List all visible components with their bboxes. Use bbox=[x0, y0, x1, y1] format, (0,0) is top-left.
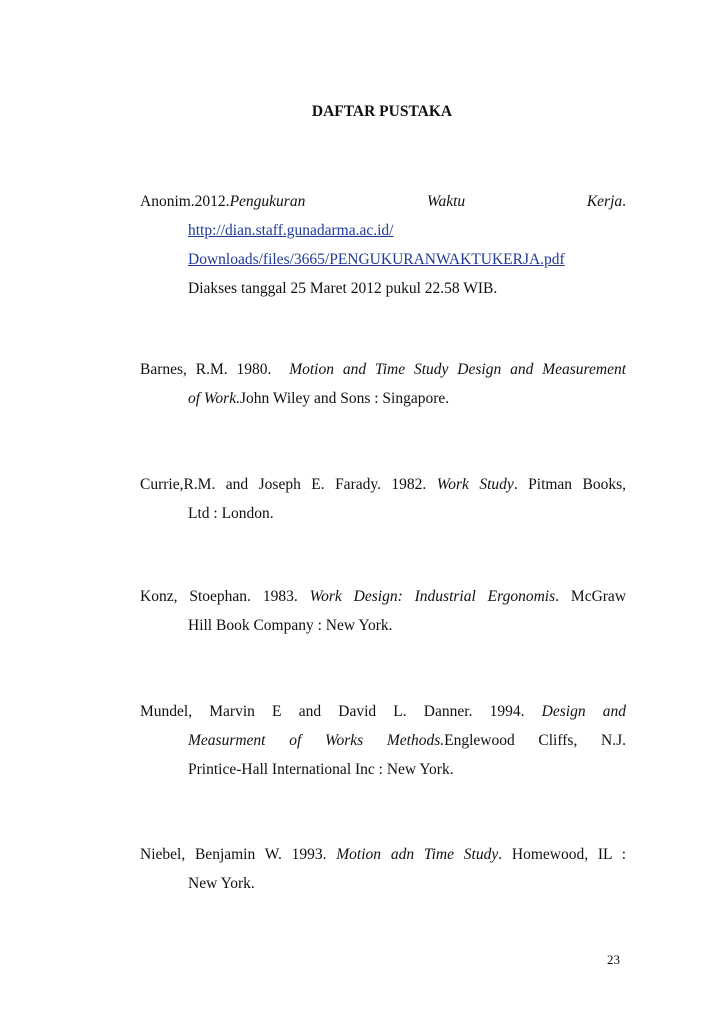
reference-line bbox=[140, 384, 626, 413]
reference-konz bbox=[140, 582, 626, 640]
reference-line bbox=[140, 216, 626, 245]
reference-author-year: Konz, Stoephan. 1983. bbox=[140, 588, 298, 605]
reference-title: Motion adn Time Study bbox=[336, 846, 499, 863]
page-title: DAFTAR PUSTAKA bbox=[311, 103, 453, 120]
reference-publisher: New York. bbox=[188, 875, 255, 892]
reference-title: Work Study bbox=[436, 476, 514, 493]
reference-line bbox=[140, 697, 626, 726]
reference-author-year: Currie,R.M. and Joseph E. Farady. 1982. bbox=[140, 476, 427, 493]
reference-line bbox=[140, 582, 626, 611]
reference-mundel bbox=[140, 697, 626, 784]
reference-anonim bbox=[140, 187, 626, 303]
reference-line bbox=[140, 245, 626, 274]
reference-publisher: Hill Book Company : New York. bbox=[188, 617, 393, 634]
reference-accessed: Diakses tanggal 25 Maret 2012 pukul 22.58 WIB. bbox=[188, 280, 498, 297]
reference-title-word: Pengukuran bbox=[229, 193, 306, 210]
reference-niebel bbox=[140, 840, 626, 898]
reference-title-word: Kerja bbox=[586, 193, 623, 210]
reference-title: Motion and Time Study Design and Measurement bbox=[289, 361, 626, 378]
reference-title: of Work. bbox=[188, 390, 240, 407]
reference-line bbox=[140, 187, 626, 216]
reference-publisher: . Homewood, IL : bbox=[498, 846, 626, 863]
reference-currie bbox=[140, 470, 626, 528]
reference-publisher: Englewood Cliffs, N.J. bbox=[444, 732, 626, 749]
reference-title: Design and bbox=[541, 703, 626, 720]
reference-publisher: . Pitman Books, bbox=[513, 476, 626, 493]
reference-publisher: Ltd : London. bbox=[188, 505, 274, 522]
reference-line bbox=[140, 355, 626, 384]
reference-url-link[interactable]: Downloads/files/3665/PENGUKURANWAKTUKERJA.pdf bbox=[188, 251, 565, 268]
reference-line bbox=[140, 470, 626, 499]
reference-line bbox=[140, 726, 626, 755]
reference-title: Measurment of Works Methods. bbox=[188, 732, 445, 749]
reference-publisher: . McGraw bbox=[555, 588, 626, 605]
reference-barnes bbox=[140, 355, 626, 413]
reference-url-link[interactable]: http://dian.staff.gunadarma.ac.id/ bbox=[188, 222, 394, 239]
reference-author-year: Niebel, Benjamin W. 1993. bbox=[140, 846, 327, 863]
reference-author-year: Mundel, Marvin E and David L. Danner. 1994. bbox=[140, 703, 525, 720]
reference-line bbox=[140, 840, 626, 869]
reference-author-year: Barnes, R.M. 1980. bbox=[140, 361, 272, 378]
reference-publisher: John Wiley and Sons : Singapore. bbox=[239, 390, 450, 407]
reference-title-word: Waktu bbox=[426, 193, 466, 210]
reference-publisher: Printice-Hall International Inc : New York. bbox=[188, 761, 454, 778]
page-number: 23 bbox=[607, 952, 620, 967]
reference-author-year: Anonim.2012. bbox=[140, 193, 230, 210]
reference-punctuation: . bbox=[622, 193, 626, 210]
reference-title: Work Design: Industrial Ergonomis bbox=[309, 588, 556, 605]
